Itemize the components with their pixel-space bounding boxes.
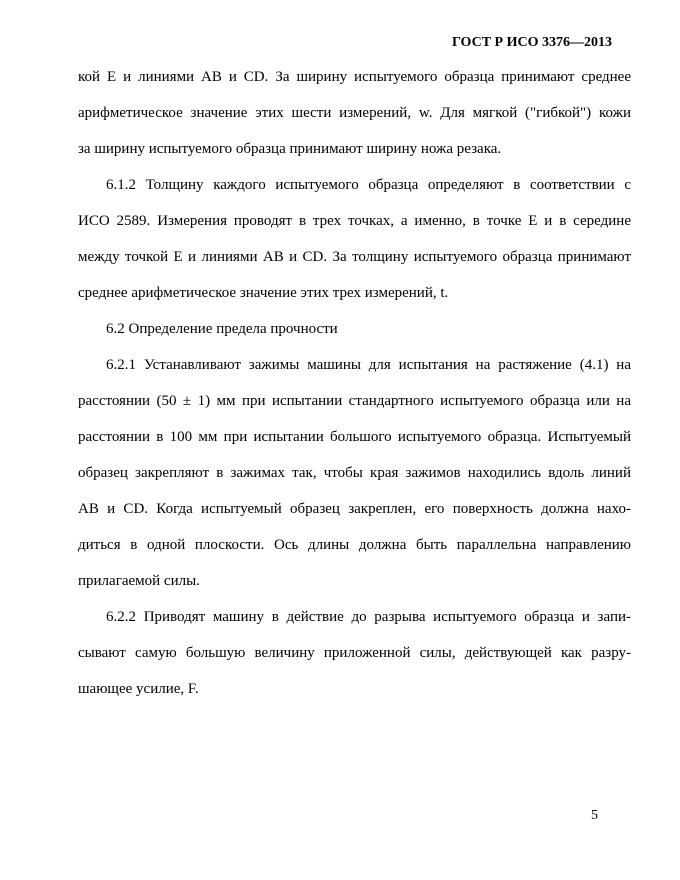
text-line: диться в одной плоскости. Ось длины должна быть параллельна направлению	[78, 537, 631, 553]
text-line: расстоянии (50 ± 1) мм при испытании стандартного испытуемого образца или на	[78, 393, 631, 409]
text-line: образец закрепляют в зажимах так, чтобы края зажимов находились вдоль линий	[78, 465, 631, 481]
section-heading: 6.2 Определение предела прочности	[106, 321, 338, 337]
text-line: между точкой E и линиями AB и CD. За толщину испытуемого образца принимают	[78, 249, 631, 265]
text-line: ИСО 2589. Измерения проводят в трех точках, а именно, в точке E и в середине	[78, 213, 631, 229]
text-line: среднее арифметическое значение этих трех измерений, t.	[78, 285, 449, 301]
running-header: ГОСТ Р ИСО 3376—2013	[451, 35, 612, 50]
page-number: 5	[591, 808, 598, 823]
text-line: за ширину испытуемого образца принимают ширину ножа резака.	[78, 141, 502, 157]
text-line: арифметическое значение этих шести измерений, w. Для мягкой ("гибкой") кожи	[78, 105, 631, 121]
text-line: AB и CD. Когда испытуемый образец закреплен, его поверхность должна нахо-	[78, 501, 631, 517]
paragraph-start-line: 6.1.2 Толщину каждого испытуемого образца определяют в соответствии с	[106, 177, 631, 193]
document-body	[78, 59, 631, 707]
paragraph-start-line: 6.2.2 Приводят машину в действие до разрыва испытуемого образца и запи-	[106, 609, 631, 625]
text-line: шающее усилие, F.	[78, 681, 199, 697]
text-line: сывают самую большую величину приложенной силы, действующей как разру-	[78, 645, 631, 661]
paragraph-start-line: 6.2.1 Устанавливают зажимы машины для испытания на растяжение (4.1) на	[106, 357, 631, 373]
text-line: прилагаемой силы.	[78, 573, 200, 589]
text-line: расстоянии в 100 мм при испытании большого испытуемого образца. Испытуемый	[78, 429, 631, 445]
text-line: кой E и линиями AB и CD. За ширину испытуемого образца принимают среднее	[78, 69, 631, 85]
